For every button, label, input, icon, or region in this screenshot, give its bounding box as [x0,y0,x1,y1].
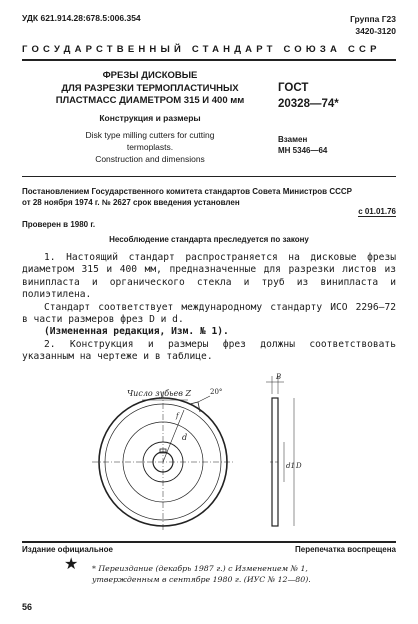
gost-number: 20328—74* [278,98,339,110]
group-code [350,13,396,37]
checked-year: Проверен в 1980 г. [22,220,96,229]
title-line3: ПЛАСТМАСС ДИАМЕТРОМ 315 И 400 мм [55,95,245,106]
reissue-line2: утвержденным в сентябре 1980 г. (ИУС № 12—80). [92,575,311,584]
f-label: f [176,412,179,420]
document-title [40,70,260,108]
d1-label: d1 [286,462,295,470]
decree-text [22,186,396,208]
page-number: 56 [22,602,33,612]
english-title-line3: Construction and dimensions [95,154,205,164]
violation-notice: Несоблюдение стандарта преследуется по закону [109,235,309,244]
replaces-label: Взамен [278,135,308,144]
cutter-drawing [22,372,396,534]
d-label: d [182,433,188,442]
official-edition: Издание официальное [22,545,113,554]
reissue-note [92,563,392,585]
replaces-block [278,134,327,156]
paragraph-3: 2. Конструкция и размеры фрез должны соответствовать указанным на чертеже и в таблице. [22,338,396,363]
document-subtitle: Конструкция и размеры [99,113,201,123]
group-line1: Группа Г23 [350,14,396,24]
footer-rule [22,541,396,543]
english-title [40,129,260,165]
gost-label: ГОСТ [278,82,309,94]
radius-line [163,410,184,462]
gost-block [278,80,339,112]
group-line2: 3420-3120 [355,26,396,36]
disk-side-view [266,376,294,526]
paragraph-2: Стандарт соответствует международному стандарту ИСО 2296—72 в части размеров фрез D и d. [22,301,396,326]
angle-leader [198,396,210,402]
english-title-line2: termoplasts. [126,142,174,152]
reissue-line1: * Переиздание (декабрь 1987 г.) с Изменением № 1, [92,564,308,573]
amendment-note: (Измененная редакция, Изм. № 1). [44,326,229,338]
angle-label: 20° [210,388,223,396]
paragraph-1: 1. Настоящий стандарт распространяется на дисковые фрезы диаметром 315 и 400 мм, предназначенные для разрезки листов из винипласта и органического стекла и труб из винипласта и полиэтилена. [22,252,396,301]
teeth-count-label: Число зубьев Z [127,389,192,398]
disk-front-view [92,392,234,532]
state-standard-heading: ГОСУДАРСТВЕННЫЙ СТАНДАРТ СОЮЗА ССР [22,44,381,55]
B-label: B [276,373,282,381]
D-label: D [296,462,302,470]
reprint-prohibited: Перепечатка воспрещена [295,545,396,554]
title-rule [22,176,396,177]
title-line2: ДЛЯ РАЗРЕЗКИ ТЕРМОПЛАСТИЧНЫХ [61,82,239,94]
udk-code: УДК 621.914.28:678.5:006.354 [22,13,141,23]
decree-body: Постановлением Государственного комитета стандартов Совета Министров СССР от 28 ноября 1974 г. № 2627 срок введения установлен [22,187,352,207]
title-line1: ФРЕЗЫ ДИСКОВЫЕ [102,70,198,81]
standard-body [22,252,396,364]
replaces-value: МН 5346—64 [278,146,328,155]
star-icon: ★ [64,554,79,573]
effective-date: с 01.01.76 [358,207,396,216]
english-title-line1: Disk type milling cutters for cutting [85,130,215,140]
header-rule [22,59,396,61]
